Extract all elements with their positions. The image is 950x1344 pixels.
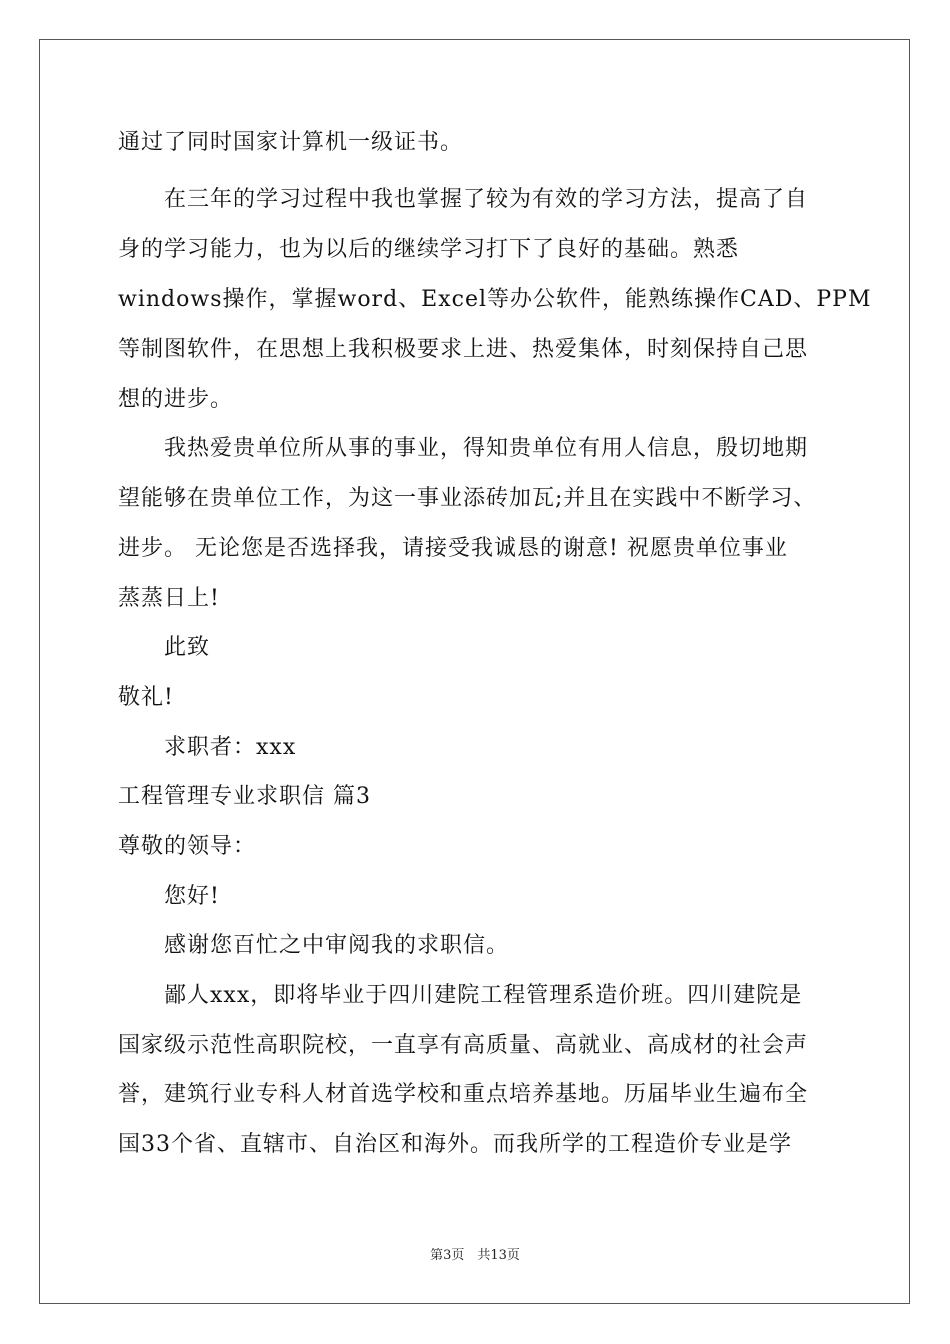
text-line: 想的进步。 xyxy=(118,387,234,412)
paragraph-line: 感谢您百忙之中审阅我的求职信。 xyxy=(164,933,510,958)
paragraph-line: 我热爱贵单位所从事的事业，得知贵单位有用人信息，殷切地期 xyxy=(164,436,809,461)
page-number-footer: 第3页 共13页 xyxy=(430,1248,520,1263)
text-line: 等制图软件，在思想上我积极要求上进、热爱集体，时刻保持自己思 xyxy=(118,337,809,362)
paragraph-line: 鄙人xxx，即将毕业于四川建院工程管理系造价班。四川建院是 xyxy=(164,983,803,1008)
signature-line: 求职者：xxx xyxy=(164,735,297,760)
text-line: 蒸蒸日上! xyxy=(118,586,220,611)
text-line: 进步。 无论您是否选择我，请接受我诚恳的谢意! 祝愿贵单位事业 xyxy=(118,536,788,561)
closing-salutation: 此致 xyxy=(164,635,211,660)
closing-regards: 敬礼! xyxy=(118,685,174,710)
greeting: 尊敬的领导： xyxy=(118,834,257,859)
text-line: 通过了同时国家计算机一级证书。 xyxy=(118,130,464,155)
text-line: 身的学习能力，也为以后的继续学习打下了良好的基础。熟悉 xyxy=(118,237,740,262)
greeting-hello: 您好! xyxy=(164,884,220,909)
section-heading: 工程管理专业求职信 篇3 xyxy=(118,784,371,809)
text-line: 国家级示范性高职院校，一直享有高质量、高就业、高成材的社会声 xyxy=(118,1033,809,1058)
text-line: 国33个省、直辖市、自治区和海外。而我所学的工程造价专业是学 xyxy=(118,1132,792,1157)
paragraph-line: 在三年的学习过程中我也掌握了较为有效的学习方法，提高了自 xyxy=(164,187,809,212)
text-line: windows操作，掌握word、Excel等办公软件，能熟练操作CAD、PPM xyxy=(118,287,872,312)
text-line: 誉，建筑行业专科人材首选学校和重点培养基地。历届毕业生遍布全 xyxy=(118,1082,809,1107)
text-line: 望能够在贵单位工作，为这一事业添砖加瓦;并且在实践中不断学习、 xyxy=(118,486,817,511)
page-border xyxy=(39,39,910,1304)
